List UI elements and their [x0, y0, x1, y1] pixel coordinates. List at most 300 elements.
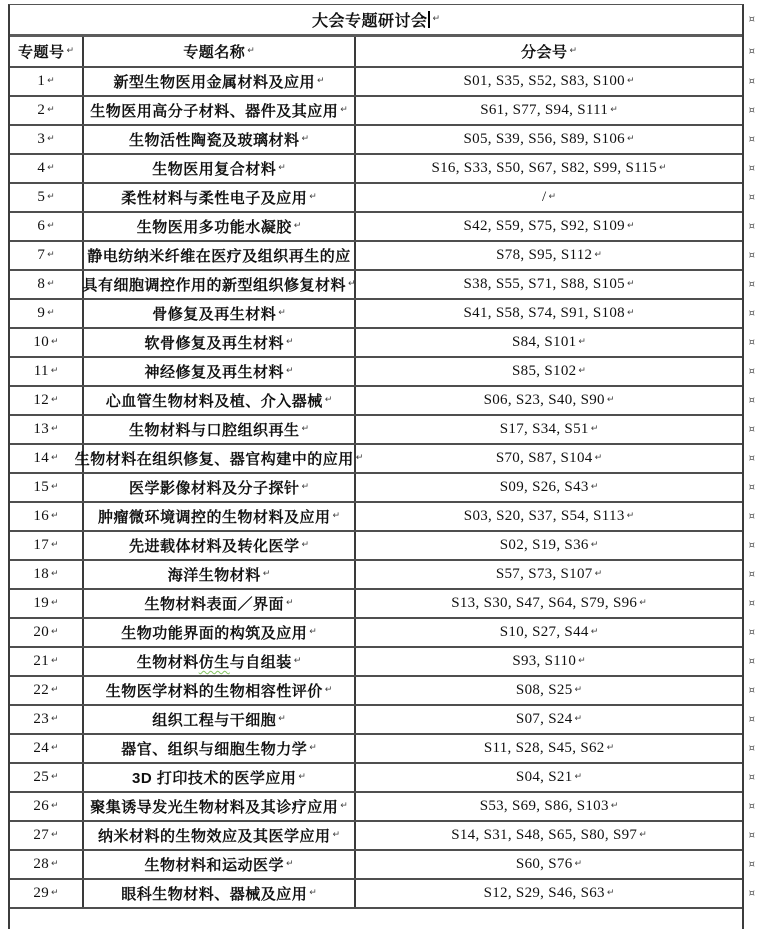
session-codes-cell[interactable] [356, 358, 742, 385]
paragraph-mark-icon: ↵ [51, 714, 59, 724]
paragraph-mark-icon: ↵ [51, 656, 59, 666]
topic-name: 海洋生物材料 [167, 567, 261, 584]
session-codes-cell[interactable] [356, 474, 742, 501]
topic-name-cell[interactable] [84, 68, 356, 95]
header-cell-topic-name[interactable] [84, 37, 356, 66]
end-of-row-mark-icon: ¤ [748, 452, 755, 464]
topic-no: 13 [33, 421, 50, 437]
paragraph-mark-icon: ↵ [51, 743, 59, 753]
paragraph-mark-icon: ↵ [324, 395, 333, 405]
end-of-row-mark-icon: ¤ [748, 713, 755, 725]
topic-no-cell[interactable] [10, 155, 84, 182]
topic-name: 眼科生物材料、器械及应用 [121, 886, 308, 903]
topic-name: 聚集诱导发光生物材料及其诊疗应用 [90, 799, 339, 816]
paragraph-mark-icon: ↵ [298, 772, 306, 782]
paragraph-mark-icon: ↵ [51, 337, 59, 347]
session-codes: S70, S87, S104 [495, 450, 593, 466]
topic-name-cell[interactable] [84, 387, 356, 414]
session-codes: S60, S76 [515, 856, 573, 872]
table-row [10, 706, 755, 735]
topic-no-cell[interactable] [10, 126, 84, 153]
session-codes-cell[interactable] [356, 329, 742, 356]
end-of-row-mark-icon: ¤ [748, 336, 755, 348]
table-row [10, 126, 755, 155]
table-row [10, 271, 755, 300]
paragraph-mark-icon: ↵ [606, 743, 615, 753]
paragraph-mark-icon: ↵ [301, 424, 310, 434]
paragraph-mark-icon: ↵ [47, 250, 55, 260]
topic-name-cell[interactable] [84, 822, 356, 849]
topic-name: 生物医用多功能水凝胶 [136, 219, 292, 236]
paragraph-mark-icon: ↵ [51, 424, 59, 434]
header-label: 专题名称 [183, 44, 246, 61]
topic-name: 具有细胞调控作用的新型组织修复材料 [82, 277, 346, 294]
header-cell-session-no[interactable] [356, 37, 742, 66]
paragraph-mark-icon: ↵ [51, 627, 59, 637]
paragraph-mark-icon: ↵ [548, 192, 556, 202]
paragraph-mark-icon: ↵ [51, 801, 59, 811]
topic-name-cell[interactable] [84, 880, 356, 907]
paragraph-mark-icon: ↵ [574, 714, 583, 724]
topic-name-cell[interactable] [84, 242, 356, 269]
topic-name-cell[interactable] [84, 213, 356, 240]
topic-no: 7 [37, 247, 46, 263]
paragraph-mark-icon: ↵ [574, 772, 583, 782]
paragraph-mark-icon: ↵ [309, 627, 317, 637]
session-codes: S53, S69, S86, S103 [479, 798, 609, 814]
table-body [10, 68, 755, 909]
topic-no: 15 [33, 479, 50, 495]
session-codes-cell[interactable] [356, 213, 742, 240]
text-cursor [428, 11, 430, 28]
end-of-row-mark-icon: ¤ [748, 539, 755, 551]
paragraph-mark-icon: ↵ [51, 859, 59, 869]
paragraph-mark-icon: ↵ [594, 569, 603, 579]
topic-no: 2 [37, 102, 46, 118]
end-of-row-mark-icon: ¤ [748, 655, 755, 667]
topic-name: 新型生物医用金属材料及应用 [113, 74, 315, 91]
table-row [10, 503, 755, 532]
table-row [10, 648, 755, 677]
session-codes-cell[interactable] [356, 706, 742, 733]
session-codes-cell[interactable] [356, 822, 742, 849]
topic-no-cell[interactable] [10, 329, 84, 356]
table-row [10, 358, 755, 387]
end-of-row-mark-icon: ¤ [748, 75, 755, 87]
paragraph-mark-icon: ↵ [590, 482, 599, 492]
session-codes-cell[interactable] [356, 300, 742, 327]
topic-name-cell[interactable] [84, 851, 356, 878]
paragraph-mark-icon: ↵ [639, 598, 647, 608]
paragraph-mark-icon: ↵ [51, 482, 59, 492]
paragraph-mark-icon: ↵ [355, 453, 364, 463]
topic-no: 24 [33, 740, 50, 756]
topic-no-cell[interactable] [10, 387, 84, 414]
topic-no-cell[interactable] [10, 706, 84, 733]
paragraph-mark-icon: ↵ [309, 192, 317, 202]
topic-no-cell[interactable] [10, 300, 84, 327]
session-codes-cell[interactable] [356, 271, 742, 298]
session-codes: S42, S59, S75, S92, S109 [463, 218, 625, 234]
topic-name-cell[interactable] [84, 764, 356, 791]
session-codes: S14, S31, S48, S65, S80, S97 [451, 827, 638, 843]
topic-no: 29 [33, 885, 50, 901]
topic-name: 器官、组织与细胞生物力学 [121, 741, 308, 758]
topic-name-cell[interactable] [84, 793, 356, 820]
end-of-row-mark-icon: ¤ [748, 510, 755, 522]
table-row [10, 68, 755, 97]
topic-no: 21 [33, 653, 50, 669]
topic-no-cell[interactable] [10, 68, 84, 95]
topic-name: 软骨修复及再生材料 [144, 335, 284, 352]
session-codes-cell[interactable] [356, 880, 742, 907]
topic-no-cell[interactable] [10, 851, 84, 878]
topic-name-cell[interactable] [84, 474, 356, 501]
session-codes-cell[interactable] [356, 851, 742, 878]
topic-name-cell[interactable] [84, 735, 356, 762]
topic-name-cell[interactable] [84, 590, 356, 617]
end-of-row-mark-icon: ¤ [748, 568, 755, 580]
header-cell-topic-no[interactable] [10, 37, 84, 66]
paragraph-mark-icon: ↵ [659, 163, 667, 173]
topic-name-cell[interactable] [84, 677, 356, 704]
table-row [10, 851, 755, 880]
paragraph-mark-icon: ↵ [626, 279, 635, 289]
paragraph-mark-icon: ↵ [285, 598, 294, 608]
paragraph-mark-icon: ↵ [47, 221, 55, 231]
paragraph-mark-icon: ↵ [309, 743, 317, 753]
topic-name-cell[interactable] [84, 271, 356, 298]
table-row [10, 561, 755, 590]
end-of-row-mark-icon: ¤ [748, 191, 755, 203]
topic-name-cell[interactable] [84, 706, 356, 733]
paragraph-mark-icon: ↵ [340, 105, 348, 115]
paragraph-mark-icon: ↵ [50, 366, 59, 376]
topic-name-cell[interactable] [84, 126, 356, 153]
table-row [10, 387, 755, 416]
topic-no: 16 [33, 508, 50, 524]
end-of-row-mark-icon: ¤ [748, 771, 755, 783]
topic-name: 纳米材料的生物效应及其医学应用 [97, 828, 331, 845]
session-codes: / [541, 189, 547, 205]
topic-name-cell[interactable] [84, 416, 356, 443]
session-codes-cell[interactable] [356, 242, 742, 269]
topic-name-cell[interactable] [84, 97, 356, 124]
table-row [10, 242, 755, 271]
table-row [10, 822, 755, 851]
topic-name-cell[interactable] [84, 300, 356, 327]
session-codes-cell[interactable] [356, 677, 742, 704]
session-codes-cell[interactable] [356, 184, 742, 211]
session-codes-cell[interactable] [356, 648, 742, 675]
paragraph-mark-icon: ↵ [47, 192, 55, 202]
page-title: 大会专题研讨会 [311, 13, 428, 30]
session-codes: S38, S55, S71, S88, S105 [463, 276, 625, 292]
table-row [10, 532, 755, 561]
paragraph-mark-icon: ↵ [51, 685, 59, 695]
end-of-row-mark-icon: ¤ [748, 104, 755, 116]
session-codes-cell[interactable] [356, 387, 742, 414]
topic-name-cell[interactable] [84, 532, 356, 559]
table-row [10, 213, 755, 242]
topic-no-cell[interactable] [10, 532, 84, 559]
end-of-row-mark-icon: ¤ [748, 829, 755, 841]
session-codes-cell[interactable] [356, 68, 742, 95]
paragraph-mark-icon: ↵ [610, 105, 618, 115]
topic-no-cell[interactable] [10, 445, 84, 472]
topic-name-cell[interactable] [84, 329, 356, 356]
session-codes: S61, S77, S94, S111 [480, 102, 609, 118]
paragraph-mark-icon: ↵ [309, 888, 317, 898]
session-codes: S05, S39, S56, S89, S106 [463, 131, 625, 147]
topic-no-cell[interactable] [10, 619, 84, 646]
topic-no: 23 [33, 711, 50, 727]
paragraph-mark-icon: ↵ [262, 569, 271, 579]
table-row [10, 445, 755, 474]
topic-no-cell[interactable] [10, 590, 84, 617]
topic-name-cell[interactable] [84, 648, 356, 675]
paragraph-mark-icon: ↵ [51, 830, 59, 840]
session-codes-cell[interactable] [356, 416, 742, 443]
end-of-row-mark-icon: ¤ [748, 394, 755, 406]
topic-name: 生物材料在组织修复、器官构建中的应用 [74, 451, 354, 468]
topic-name: 生物医用高分子材料、器件及其应用 [90, 103, 339, 120]
topic-no: 20 [33, 624, 50, 640]
session-codes: S01, S35, S52, S83, S100 [463, 73, 625, 89]
topic-name: 生物材料仿生与自组装 [136, 654, 292, 671]
paragraph-mark-icon: ↵ [626, 134, 635, 144]
table-row [10, 155, 755, 184]
table-row [10, 474, 755, 503]
paragraph-mark-icon: ↵ [569, 46, 578, 56]
paragraph-mark-icon: ↵ [51, 772, 59, 782]
paragraph-mark-icon: ↵ [626, 76, 635, 86]
session-codes-cell[interactable] [356, 735, 742, 762]
end-of-row-mark-icon: ¤ [748, 423, 755, 435]
paragraph-mark-icon: ↵ [347, 279, 356, 289]
paragraph-mark-icon: ↵ [47, 134, 55, 144]
topic-no-cell[interactable] [10, 271, 84, 298]
session-codes: S41, S58, S74, S91, S108 [463, 305, 625, 321]
table-row [10, 619, 755, 648]
table-row [10, 329, 755, 358]
table-header-row [10, 37, 755, 68]
topic-no-cell[interactable] [10, 648, 84, 675]
session-codes: S04, S21 [515, 769, 573, 785]
session-codes-cell[interactable] [356, 793, 742, 820]
topic-no: 19 [33, 595, 50, 611]
table-row [10, 764, 755, 793]
session-codes-cell[interactable] [356, 590, 742, 617]
end-of-row-mark-icon: ¤ [748, 481, 755, 493]
topic-no-cell[interactable] [10, 677, 84, 704]
topic-no: 5 [37, 189, 46, 205]
paragraph-mark-icon: ↵ [47, 105, 55, 115]
paragraph-mark-icon: ↵ [47, 163, 55, 173]
topic-no-cell[interactable] [10, 503, 84, 530]
end-of-row-mark-icon: ¤ [748, 365, 755, 377]
paragraph-mark-icon: ↵ [590, 424, 599, 434]
paragraph-mark-icon: ↵ [51, 453, 59, 463]
session-codes-cell[interactable] [356, 445, 742, 472]
topic-no: 8 [37, 276, 46, 292]
topic-no-cell[interactable] [10, 880, 84, 907]
paragraph-mark-icon: ↵ [47, 76, 55, 86]
paragraph-mark-icon: ↵ [278, 308, 286, 318]
session-codes: S78, S95, S112 [496, 247, 593, 263]
topic-no: 22 [33, 682, 50, 698]
paragraph-mark-icon: ↵ [293, 656, 302, 666]
topic-name-cell[interactable] [84, 503, 356, 530]
session-codes-cell[interactable] [356, 619, 742, 646]
topic-name-cell[interactable] [84, 358, 356, 385]
topic-no-cell[interactable] [10, 213, 84, 240]
topic-no: 14 [33, 450, 50, 466]
paragraph-mark-icon: ↵ [594, 250, 602, 260]
topic-name-cell[interactable] [84, 155, 356, 182]
session-codes: S03, S20, S37, S54, S113 [463, 508, 625, 524]
paragraph-mark-icon: ↵ [606, 395, 615, 405]
paragraph-mark-icon: ↵ [301, 540, 310, 550]
session-codes-cell[interactable] [356, 532, 742, 559]
topic-name: 生物功能界面的构筑及应用 [121, 625, 308, 642]
paragraph-mark-icon: ↵ [285, 859, 294, 869]
topic-name: 生物材料表面／界面 [144, 596, 284, 613]
end-of-row-mark-icon: ¤ [748, 307, 755, 319]
paragraph-mark-icon: ↵ [432, 14, 441, 24]
paragraph-mark-icon: ↵ [51, 511, 59, 521]
topic-name: 静电纺纳米纤维在医疗及组织再生的应 [87, 248, 351, 265]
session-codes: S93, S110 [512, 653, 577, 669]
paragraph-mark-icon: ↵ [316, 76, 325, 86]
session-codes-cell[interactable] [356, 503, 742, 530]
session-codes: S17, S34, S51 [499, 421, 589, 437]
end-of-row-mark-icon: ¤ [748, 887, 755, 899]
topic-no-cell[interactable] [10, 474, 84, 501]
end-of-row-mark-icon: ¤ [748, 249, 755, 261]
paragraph-mark-icon: ↵ [51, 888, 59, 898]
topic-name-cell[interactable] [74, 445, 364, 472]
end-of-row-mark-icon: ¤ [748, 800, 755, 812]
topic-no: 9 [37, 305, 46, 321]
table-row [10, 880, 755, 909]
session-codes-cell[interactable] [356, 126, 742, 153]
end-of-row-mark-icon: ¤ [748, 858, 755, 870]
session-codes-cell[interactable] [356, 561, 742, 588]
topic-name-cell[interactable] [84, 184, 356, 211]
topic-name-cell[interactable] [84, 561, 356, 588]
paragraph-mark-icon: ↵ [594, 453, 603, 463]
paragraph-mark-icon: ↵ [51, 395, 59, 405]
topic-name-cell[interactable] [84, 619, 356, 646]
end-of-row-mark-icon: ¤ [748, 220, 755, 232]
session-codes-cell[interactable] [356, 97, 742, 124]
end-of-row-mark-icon: ¤ [748, 278, 755, 290]
topic-no: 18 [33, 566, 50, 582]
session-codes: S08, S25 [515, 682, 573, 698]
table-title-row [10, 5, 755, 37]
topic-no-cell[interactable] [10, 416, 84, 443]
paragraph-mark-icon: ↵ [626, 511, 635, 521]
topic-no: 10 [33, 334, 50, 350]
topic-name: 生物医用复合材料 [152, 161, 277, 178]
table-row [10, 184, 755, 213]
paragraph-mark-icon: ↵ [51, 569, 59, 579]
paragraph-mark-icon: ↵ [301, 482, 310, 492]
topic-no-cell[interactable] [10, 793, 84, 820]
paragraph-mark-icon: ↵ [578, 656, 586, 666]
paragraph-mark-icon: ↵ [332, 830, 341, 840]
paragraph-mark-icon: ↵ [47, 308, 55, 318]
topic-name: 组织工程与干细胞 [152, 712, 277, 729]
session-codes: S57, S73, S107 [495, 566, 593, 582]
session-codes-cell[interactable] [356, 155, 742, 182]
topic-name: 生物医学材料的生物相容性评价 [105, 683, 323, 700]
topic-name: 生物材料与口腔组织再生 [128, 422, 300, 439]
paragraph-mark-icon: ↵ [51, 598, 59, 608]
topic-no-cell[interactable] [10, 184, 84, 211]
topic-no: 11 [33, 363, 49, 379]
end-of-row-mark-icon: ¤ [748, 626, 755, 638]
paragraph-mark-icon: ↵ [590, 627, 599, 637]
table-row [10, 735, 755, 764]
end-of-row-mark-icon: ¤ [748, 45, 755, 57]
session-codes: S84, S101 [512, 334, 577, 350]
paragraph-mark-icon: ↵ [278, 714, 286, 724]
topic-no-cell[interactable] [10, 97, 84, 124]
topic-no: 25 [33, 769, 50, 785]
table-title-cell[interactable] [10, 5, 742, 34]
session-codes: S06, S23, S40, S90 [483, 392, 605, 408]
session-codes-cell[interactable] [356, 764, 742, 791]
paragraph-mark-icon: ↵ [590, 540, 599, 550]
topic-no-cell[interactable] [10, 561, 84, 588]
paragraph-mark-icon: ↵ [278, 163, 286, 173]
topic-no-cell[interactable] [10, 735, 84, 762]
session-codes: S02, S19, S36 [499, 537, 589, 553]
end-of-row-mark-icon: ¤ [748, 684, 755, 696]
end-of-row-mark-icon: ¤ [748, 162, 755, 174]
topic-no: 6 [37, 218, 46, 234]
topic-no-cell[interactable] [10, 358, 84, 385]
conference-sessions-table [8, 4, 755, 929]
end-of-row-mark-icon: ¤ [748, 742, 755, 754]
topic-name: 柔性材料与柔性电子及应用 [121, 190, 308, 207]
header-label: 专题号 [17, 44, 65, 61]
session-codes: S10, S27, S44 [499, 624, 589, 640]
session-codes: S11, S28, S45, S62 [483, 740, 605, 756]
topic-no: 26 [33, 798, 50, 814]
topic-name: 3D 打印技术的医学应用 [132, 770, 297, 787]
topic-no-cell[interactable] [10, 822, 84, 849]
session-codes: S13, S30, S47, S64, S79, S96 [451, 595, 638, 611]
paragraph-mark-icon: ↵ [610, 801, 619, 811]
topic-no-cell[interactable] [10, 764, 84, 791]
topic-no: 3 [37, 131, 46, 147]
topic-no: 1 [37, 73, 46, 89]
table-row [10, 793, 755, 822]
session-codes: S09, S26, S43 [499, 479, 589, 495]
topic-no-cell[interactable] [10, 242, 84, 269]
session-codes: S85, S102 [512, 363, 577, 379]
end-of-row-mark-icon: ¤ [748, 133, 755, 145]
paragraph-mark-icon: ↵ [639, 830, 647, 840]
end-of-row-mark-icon: ¤ [748, 597, 755, 609]
partial-bottom-row[interactable] [10, 909, 742, 929]
paragraph-mark-icon: ↵ [340, 801, 348, 811]
topic-name: 心血管生物材料及植、介入器械 [105, 393, 323, 410]
table-row [10, 590, 755, 619]
